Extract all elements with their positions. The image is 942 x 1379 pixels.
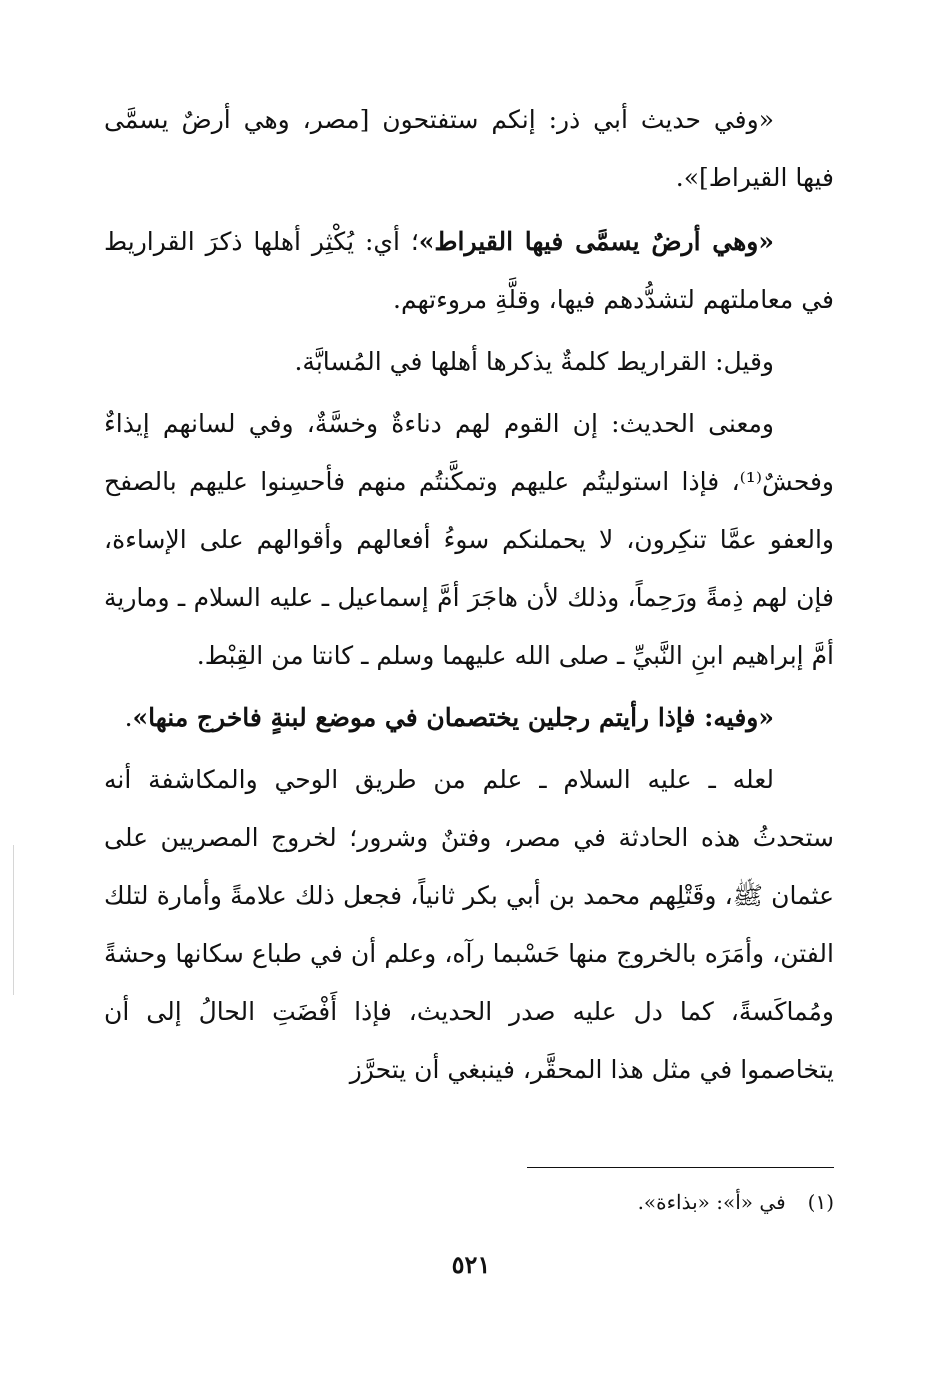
- paragraph-4-text: ومعنى الحديث: إن القوم لهم دناءةٌ وخسَّةٌ، وفي لسانهم إيذاءٌ وفحشٌ⁽¹⁾، فإذا استوليتُم عليهم وتمكَّنتُم منهم فأحسِنوا عليهم بالصفح والعفو عمَّا تنكِرون، لا يحملنكم سوءُ أفعالهم وأقوالهم على الإساءة، فإن لهم ذِمةً ورَحِماً، وذلك لأن هاجَرَ أمَّ إسماعيل ـ عليه السلام ـ ومارية أمَّ إبراهيم ابنِ النَّبيِّ ـ صلى الله عليهما وسلم ـ كانتا من القِبْط.: [104, 409, 834, 670]
- footnote-number: (١): [807, 1190, 834, 1214]
- main-text: [104, 91, 834, 1099]
- page-edge-mark: [13, 845, 14, 995]
- paragraph-2-text: ؛ أي: يُكْثِر أهلها ذكرَ القراريط في معاملتهم لتشدُّدهم فيها، وقلَّةِ مروءتهم.: [104, 227, 834, 314]
- paragraph-6: [104, 751, 834, 1099]
- paragraph-5-lead: «وفيه: فإذا رأيتم رجلين يختصمان في موضع لبنةٍ فاخرج منها»: [132, 703, 774, 732]
- paragraph-5-text: .: [124, 703, 133, 732]
- paragraph-1: [104, 91, 834, 207]
- paragraph-3-text: وقيل: القراريط كلمةٌ يذكرها أهلها في المُسابَّة.: [294, 347, 774, 376]
- paragraph-4: [104, 395, 834, 685]
- paragraph-2: [104, 213, 834, 329]
- footnote: [104, 1182, 834, 1222]
- page-number: ٥٢١: [451, 1250, 491, 1279]
- footnote-divider: [527, 1167, 834, 1168]
- paragraph-3: [104, 333, 834, 391]
- paragraph-5: [104, 689, 834, 747]
- footnote-text: في «أ»: «بذاءة».: [637, 1190, 786, 1214]
- paragraph-6-text: لعله ـ عليه السلام ـ علم من طريق الوحي والمكاشفة أنه ستحدثُ هذه الحادثة في مصر، وفتنٌ وشرور؛ لخروج المصريين على عثمان ﷺ، وقَتْلِهم محمد بن أبي بكر ثانياً، فجعل ذلك علامةً وأمارة لتلك الفتن، وأمَرَه بالخروج منها حَسْبما رآه، وعلم أن في طباع سكانها وحشةً ومُماكَسةً، كما دل عليه صدر الحديث، فإذا أَفْضَتِ الحالُ إلى أن يتخاصموا في مثل هذا المحقَّر، فينبغي أن يتحرَّز: [104, 765, 834, 1084]
- paragraph-1-text: «وفي حديث أبي ذر: إنكم ستفتحون [مصر، وهي أرضٌ يسمَّى فيها القيراط]».: [104, 105, 834, 192]
- paragraph-2-lead: «وهي أرضٌ يسمَّى فيها القيراط»: [418, 227, 774, 256]
